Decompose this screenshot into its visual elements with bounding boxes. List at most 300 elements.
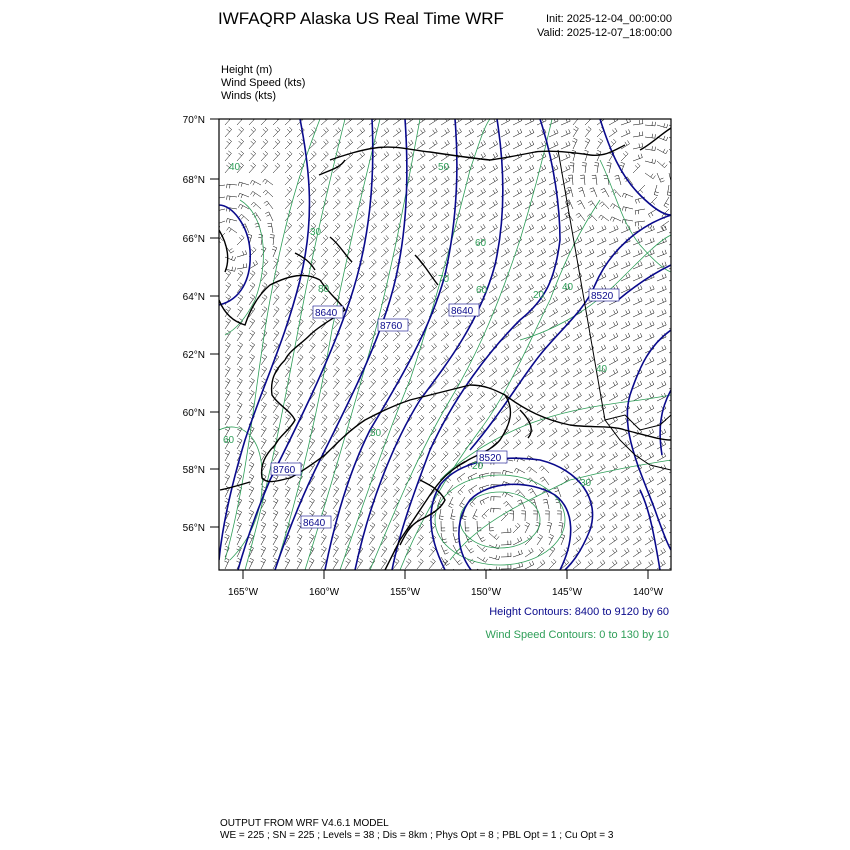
wind-barb <box>537 560 545 569</box>
wind-barb <box>621 369 630 377</box>
wind-barb <box>609 440 618 449</box>
wind-barb <box>609 452 618 461</box>
wind-barb <box>441 320 449 330</box>
wind-barb <box>477 176 486 185</box>
field-wind-speed-label: Wind Speed (kts) <box>221 77 306 89</box>
wind-barb <box>441 116 450 125</box>
wind-barb <box>237 127 244 137</box>
wind-barb <box>599 202 609 209</box>
wind-barb <box>237 522 242 533</box>
wind-barb <box>273 115 280 125</box>
wind-barb <box>657 477 666 485</box>
wind-barb <box>489 188 498 197</box>
wind-barb <box>561 309 570 318</box>
lon-label: 155°W <box>389 587 421 598</box>
wind-label: 30 <box>580 478 592 489</box>
wind-barb <box>521 511 525 521</box>
wind-barb <box>405 343 412 353</box>
wind-barb <box>453 368 461 378</box>
wind-barb <box>417 140 425 149</box>
wind-barb <box>405 224 413 233</box>
wind-barb <box>417 200 425 209</box>
svg-text:8640: 8640 <box>451 306 474 317</box>
wind-barb <box>465 200 473 209</box>
wind-barb <box>429 331 437 341</box>
wind-barb <box>405 403 412 413</box>
wind-barb <box>393 331 400 341</box>
wind-barb <box>357 463 363 473</box>
wind-barb <box>549 452 557 461</box>
wind-barb <box>621 512 629 521</box>
svg-text:8640: 8640 <box>303 518 326 529</box>
wind-barb <box>477 272 485 281</box>
wind-barb <box>489 200 498 209</box>
wind-barb <box>561 452 569 461</box>
wind-barb <box>285 415 291 426</box>
wind-barb <box>429 284 437 293</box>
wind-barb <box>261 367 267 378</box>
wind-barb <box>309 343 315 353</box>
wind-barb <box>225 450 230 461</box>
wind-barb <box>393 188 401 197</box>
lat-label: 60°N <box>182 408 205 419</box>
wind-barb <box>477 416 485 426</box>
wind-barb <box>549 201 558 209</box>
wind-barb <box>453 557 462 565</box>
wind-barb <box>357 343 364 353</box>
wind-barb <box>513 213 522 222</box>
wind-barb <box>621 548 629 557</box>
wind-barb <box>609 309 618 317</box>
wind-barb <box>249 127 256 137</box>
wind-barb <box>573 356 582 365</box>
wind-barb <box>477 224 485 233</box>
wind-contour-labels <box>223 162 608 489</box>
wind-barb <box>393 367 400 377</box>
wind-label: 60 <box>475 238 487 249</box>
wind-barb <box>345 319 352 329</box>
wind-barb <box>489 555 500 560</box>
wind-barb <box>249 462 254 473</box>
wind-barb <box>561 165 570 173</box>
wind-barb <box>345 163 353 173</box>
wind-barb <box>528 489 537 498</box>
wind-barb <box>249 139 256 149</box>
wind-barb <box>225 127 232 137</box>
wind-barb <box>251 202 261 209</box>
wind-barb <box>381 499 387 509</box>
wind-barb <box>393 343 400 353</box>
wind-barb <box>489 356 497 365</box>
wind-barb <box>502 470 513 475</box>
wind-label: 50 <box>370 428 382 439</box>
wind-barb <box>513 416 521 425</box>
wind-barb <box>393 511 399 521</box>
wind-barb <box>669 369 678 377</box>
wind-barb <box>525 344 533 353</box>
wind-barb <box>405 559 411 569</box>
wind-barb <box>657 345 666 353</box>
wind-barb <box>417 283 425 293</box>
wind-barb <box>657 369 666 377</box>
wind-barb <box>669 286 678 293</box>
wind-barb <box>333 535 339 546</box>
wind-barb <box>405 272 413 282</box>
wind-barb <box>345 511 351 521</box>
wind-barb <box>525 129 534 137</box>
wind-barb <box>393 128 401 137</box>
wind-barb <box>441 308 449 317</box>
wind-barb <box>405 439 412 449</box>
wind-barb <box>309 319 315 329</box>
lat-label: 56°N <box>182 523 205 534</box>
wind-barb <box>261 522 266 533</box>
wind-barb <box>525 320 533 329</box>
wind-barb <box>451 509 456 520</box>
wind-barb <box>537 380 545 389</box>
wind-barb <box>513 153 522 161</box>
wind-barb <box>321 271 328 281</box>
wind-barb <box>621 452 630 461</box>
wind-barb <box>369 535 375 545</box>
wind-barb <box>597 225 606 233</box>
wind-barb <box>225 414 230 425</box>
wind-barb <box>657 161 667 168</box>
wind-barb <box>549 404 557 413</box>
wind-barb <box>357 403 364 413</box>
wind-barb <box>573 285 582 293</box>
height-label <box>449 304 479 317</box>
wind-barb <box>381 176 389 185</box>
wind-barb <box>441 391 448 401</box>
wind-barb <box>345 283 352 293</box>
wind-barb <box>537 368 545 377</box>
wind-barb <box>621 488 629 497</box>
wind-barb <box>513 177 522 185</box>
wind-barb <box>477 188 486 197</box>
wind-barb <box>321 331 328 341</box>
wind-barb <box>669 173 675 183</box>
wind-barb <box>573 428 581 437</box>
wind-barb <box>357 295 364 305</box>
wind-barb <box>645 297 654 305</box>
wind-barb <box>237 307 243 318</box>
wind-barb <box>393 475 400 485</box>
wind-barb <box>225 271 231 281</box>
wind-barb <box>225 355 230 366</box>
wind-barb <box>261 355 267 366</box>
wind-barb <box>261 259 268 269</box>
wind-barb <box>249 355 255 366</box>
wind-barb <box>453 188 461 197</box>
wind-barb <box>285 271 291 281</box>
wind-barb <box>633 548 641 557</box>
wind-barb <box>357 128 365 137</box>
wind-barb <box>513 368 521 377</box>
wind-barb <box>224 534 229 545</box>
wind-barb <box>621 357 630 365</box>
wind-barb <box>561 440 569 449</box>
wind-barb <box>393 152 401 161</box>
wind-barb <box>477 320 485 329</box>
wind-barb <box>597 249 606 257</box>
svg-text:8520: 8520 <box>591 291 614 302</box>
wind-barb <box>633 405 642 413</box>
wind-barb <box>501 129 510 137</box>
wind-barb <box>321 223 328 233</box>
wind-barb <box>273 510 278 521</box>
wind-barb <box>441 224 449 233</box>
wind-barb <box>429 212 437 221</box>
wind-barb <box>393 355 400 365</box>
wind-barb <box>588 201 597 209</box>
wind-barb <box>285 175 292 185</box>
wind-barb <box>465 248 473 257</box>
wind-barb <box>429 475 436 485</box>
svg-text:8760: 8760 <box>273 465 296 476</box>
wind-barb <box>489 332 497 341</box>
wind-barb <box>669 322 678 330</box>
wind-barb <box>405 295 413 305</box>
wind-barb <box>573 560 581 569</box>
wind-barb <box>345 128 353 137</box>
wind-barb <box>357 176 365 186</box>
wind-barb <box>513 129 522 137</box>
wind-barb <box>273 546 278 557</box>
wind-barb <box>501 284 509 293</box>
wind-barb <box>525 392 533 401</box>
wind-barb <box>549 547 555 557</box>
wind-barb <box>609 117 618 125</box>
wind-barb <box>381 415 388 425</box>
wind-label: 40 <box>229 162 241 173</box>
wind-barb <box>501 541 511 545</box>
wind-barb <box>405 248 413 258</box>
wind-barb <box>540 477 549 485</box>
wind-barb <box>273 127 280 137</box>
wind-barb <box>645 173 655 179</box>
wind-barb <box>597 452 605 461</box>
wind-barb <box>601 188 609 197</box>
wind-barb <box>657 274 666 281</box>
wind-barb <box>237 354 243 365</box>
wind-barb <box>537 141 546 149</box>
wind-barb <box>537 189 546 197</box>
wind-barb <box>568 175 573 185</box>
wind-barb <box>215 197 225 203</box>
wind-barb <box>609 381 618 389</box>
wind-barb <box>477 117 486 125</box>
wind-barb <box>267 223 273 233</box>
wind-barb <box>571 150 576 161</box>
wind-barb <box>489 296 497 305</box>
wind-barb <box>309 558 314 569</box>
wind-barb <box>525 260 534 269</box>
wind-barb <box>345 499 351 510</box>
wind-barb <box>393 200 401 209</box>
wind-barb <box>441 212 449 221</box>
wind-barb <box>285 295 291 305</box>
wind-barb <box>441 344 449 354</box>
wind-label: 20 <box>472 461 484 472</box>
wind-barb <box>501 260 509 269</box>
wind-barb <box>261 450 266 461</box>
wind-barb <box>429 164 437 173</box>
wind-barb <box>645 417 654 425</box>
wind-barb <box>237 534 242 545</box>
wind-barb <box>333 367 339 377</box>
wind-barb <box>543 499 549 509</box>
lat-label: 70°N <box>182 115 205 126</box>
wind-contours-note: Wind Speed Contours: 0 to 130 by 10 <box>485 629 669 641</box>
wind-barb <box>261 427 266 438</box>
wind-barb <box>537 261 546 270</box>
wind-barb <box>525 561 534 569</box>
wind-barb <box>249 331 255 342</box>
wind-barb <box>645 477 654 486</box>
wind-barb <box>321 343 327 353</box>
wind-barb <box>513 550 522 557</box>
wind-barb <box>669 345 678 353</box>
wind-barb <box>285 151 292 161</box>
wind-barb <box>285 187 292 197</box>
wind-barb <box>633 120 643 125</box>
wind-barb <box>273 319 279 329</box>
wind-barb <box>549 129 558 137</box>
wind-barb <box>513 320 521 329</box>
wind-barb <box>417 164 425 173</box>
init-time: Init: 2025-12-04_00:00:00 <box>546 13 672 25</box>
wind-barb <box>251 191 262 197</box>
wind-barb <box>501 248 509 257</box>
wind-barb <box>501 416 509 425</box>
wind-barb <box>309 355 315 365</box>
wind-barb <box>621 297 630 305</box>
wind-barb <box>333 187 340 197</box>
wind-barb <box>621 381 630 389</box>
wind-barb <box>297 187 304 197</box>
wind-barb <box>381 247 389 257</box>
wind-barb <box>482 509 489 519</box>
wind-barb <box>489 284 497 293</box>
wind-barb <box>669 429 678 437</box>
height-label <box>271 463 301 476</box>
wind-barb <box>537 213 546 221</box>
wind-barb <box>441 533 447 543</box>
wind-barb <box>576 213 585 221</box>
wind-barb <box>525 272 534 281</box>
wind-barb <box>381 427 388 437</box>
wind-barb <box>557 511 561 521</box>
wind-barb <box>263 190 273 197</box>
wind-barb <box>549 177 558 185</box>
wind-barb <box>249 450 254 461</box>
wind-barb <box>273 295 279 305</box>
wind-barb <box>549 534 554 545</box>
wind-barb <box>473 509 478 520</box>
wind-barb <box>561 153 570 161</box>
wind-barb <box>525 237 534 246</box>
wind-barb <box>657 123 668 128</box>
wind-barb <box>633 536 641 545</box>
wind-barb <box>561 273 570 281</box>
wind-barb <box>609 405 618 414</box>
wind-barb <box>237 343 243 354</box>
wind-barb <box>297 163 304 173</box>
wind-barb <box>501 528 511 533</box>
wind-barb <box>561 356 570 365</box>
wind-barb <box>345 187 352 197</box>
wind-barb <box>645 238 654 245</box>
wind-barb <box>261 534 266 545</box>
wind-barb <box>369 235 376 245</box>
wind-barb <box>465 224 473 233</box>
wind-barb <box>609 357 618 365</box>
wind-barb <box>357 211 364 221</box>
wind-barb <box>621 151 628 161</box>
wind-barb <box>501 344 509 353</box>
wind-barb <box>297 175 304 185</box>
wind-barb <box>369 403 376 413</box>
wind-barb <box>657 536 666 545</box>
wind-barb <box>513 296 521 305</box>
wind-barb <box>513 189 522 197</box>
wind-barb <box>333 259 340 269</box>
wind-barb <box>573 321 582 330</box>
wind-barb <box>261 163 268 173</box>
wind-barb <box>263 179 273 185</box>
wind-barb <box>669 417 678 425</box>
wind-barb <box>465 415 473 425</box>
wind-barb <box>297 211 304 221</box>
wind-barb <box>345 175 353 185</box>
wind-barb <box>635 221 645 226</box>
wind-barb <box>669 381 678 389</box>
wind-barb <box>273 522 278 533</box>
wind-barb <box>225 522 230 533</box>
field-winds-label: Winds (kts) <box>221 90 276 102</box>
wind-barb <box>405 283 413 293</box>
wind-barb <box>645 453 654 461</box>
wind-barb <box>285 558 290 569</box>
wind-barb <box>345 355 352 365</box>
wind-barb <box>297 439 303 450</box>
wind-barb <box>285 139 292 149</box>
wind-barb <box>309 115 316 125</box>
wind-barb <box>661 221 669 230</box>
wind-barb <box>453 116 462 125</box>
wind-barb <box>573 249 582 257</box>
wind-barb <box>585 249 594 257</box>
wind-barb <box>609 333 618 341</box>
wind-barb <box>489 427 497 437</box>
wind-barb <box>573 524 581 533</box>
wind-barb <box>489 129 498 137</box>
wind-barb <box>657 381 666 389</box>
wind-barb <box>664 197 669 208</box>
wind-barb <box>333 499 339 510</box>
wind-barb <box>592 175 597 185</box>
wind-barb <box>261 414 266 425</box>
wind-barb <box>657 501 666 510</box>
wind-barb <box>465 368 473 378</box>
wind-barb <box>501 380 509 389</box>
wind-barb <box>539 466 549 473</box>
wind-barb <box>573 345 582 354</box>
wind-barb <box>573 416 581 425</box>
wind-barb <box>622 219 633 223</box>
wind-barb <box>597 345 606 353</box>
